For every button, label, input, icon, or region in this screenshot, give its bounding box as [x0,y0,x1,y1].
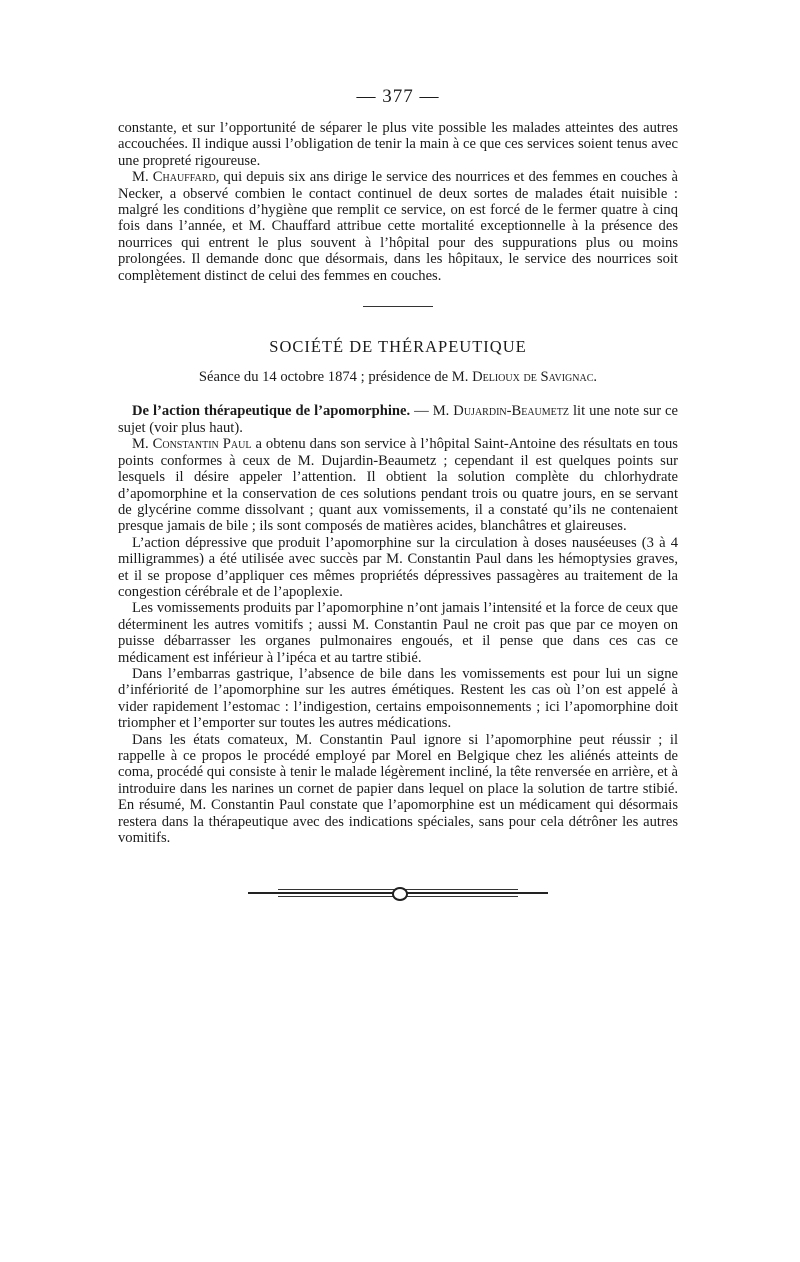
document-page [118,86,678,900]
body-paragraph: Dans l’embarras gastrique, l’absence de bile dans les vomissements est pour lui un signe d’infériorité de l’apomorphine sur les autres émétiques. Restent les cas où l’on est appelé à vider rapidement l’estomac : l’indigestion, certains empoisonnements ; ici l’apomorphine doit triompher et l’emporter sur toutes les autres médications. [118,665,678,732]
end-ornament [248,886,548,900]
session-suffix: . [593,369,598,386]
chauffard-paragraph [118,169,678,284]
topic-dash: — M. [410,403,454,420]
intro-paragraph: constante, et sur l’opportunité de séparer le plus vite possible les malades atteintes des autres accouchées. Il indique aussi l’obligation de tenir la main à ce que ces services soient tenus avec une propreté rigoureuse. [118,120,678,169]
ornament-knot [392,887,408,901]
topic-title: De l’action thérapeutique de l’apomorphine. [132,403,411,420]
session-prefix: Séance du 14 octobre 1874 ; présidence de M. [198,369,473,386]
session-president: Delioux de Savignac [472,369,594,386]
body-paragraph: Dans les états comateux, M. Constantin Paul ignore si l’apomorphine peut réussir ; il rappelle à ce propos le procédé employé par Morel en Belgique chez les aliénés atteints de coma, procédé qui consiste à tenir le malade légèrement incliné, la tête renversée en arrière, et à introduire dans les narines un cornet de papier dans lequel on place la solution de tartre stibié. En résumé, M. Constantin Paul constate que l’apomorphine est un médicament qui désormais restera dans la thérapeutique avec des indications spéciales, sans pour cela détrôner les autres vomitifs. [118,731,678,847]
constantin-name: M. Constantin Paul [132,436,252,453]
topic-paragraph [118,403,678,436]
section-divider [363,306,433,307]
chauffard-text: , qui depuis six ans dirige le service des nourrices et des femmes en couches à Necker, a observé combien le contact continuel de deux sortes de malades était nuisible : malgré les conditions d’hygiène que remplit ce service, on est forcé de le fermer quatre à cinq fois dans l’année, et M. Chauffard attribue cette mortalité exceptionnelle à la présence des nourrices qui entrent le plus souvent à l’hôpital pour des suppurations plus ou moins prolongées. Il demande donc que désormais, dans les hôpitaux, le service des nourrices soit complètement distinct de celui des femmes en couches. [118,169,678,284]
constantin-paragraph [118,436,678,534]
session-line [118,369,678,385]
topic-rest: lit une note sur ce sujet (voir plus haut). [118,403,678,436]
constantin-text: a obtenu dans son service à l’hôpital Saint-Antoine des résultats en tous points conformes à ceux de M. Dujardin-Beaumetz ; cependant il est quelques points sur lesquels il désire appeler l’attention. Il obtient la solution complète du chlorhydrate d’apomorphine et la conservation de ces solutions pendant trois ou quatre jours, en se servant de glycérine comme dissolvant ; quant aux vomissements, il a constaté qu’ils ne contenaient presque jamais de bile ; ils sont composés de matières acides, blanchâtres et glaireuses. [118,436,678,535]
body-paragraph: L’action dépressive que produit l’apomorphine sur la circulation à doses nauséeuses (3 à 4 milligrammes) a été utilisée avec succès par M. Constantin Paul dans les hémoptysies graves, et il se propose d’appliquer ces mêmes propriétés dépressives passagères au traitement de la congestion cérébrale et de l’apoplexie. [118,534,678,600]
body-paragraph: Les vomissements produits par l’apomorphine n’ont jamais l’intensité et la force de ceux que déterminent les autres vomitifs ; aussi M. Constantin Paul ne croit pas que par ce moyen on puisse débarrasser les organes pulmonaires engoués, et il pense que dans ces cas ce médicament est inférieur à l’ipéca et au tartre stibié. [118,600,678,666]
chauffard-name: M. Chauffard [132,169,216,186]
page-number: — 377 — [356,86,440,107]
topic-author: Dujardin-Beaumetz [453,403,569,420]
section-title: SOCIÉTÉ DE THÉRAPEUTIQUE [269,337,527,357]
